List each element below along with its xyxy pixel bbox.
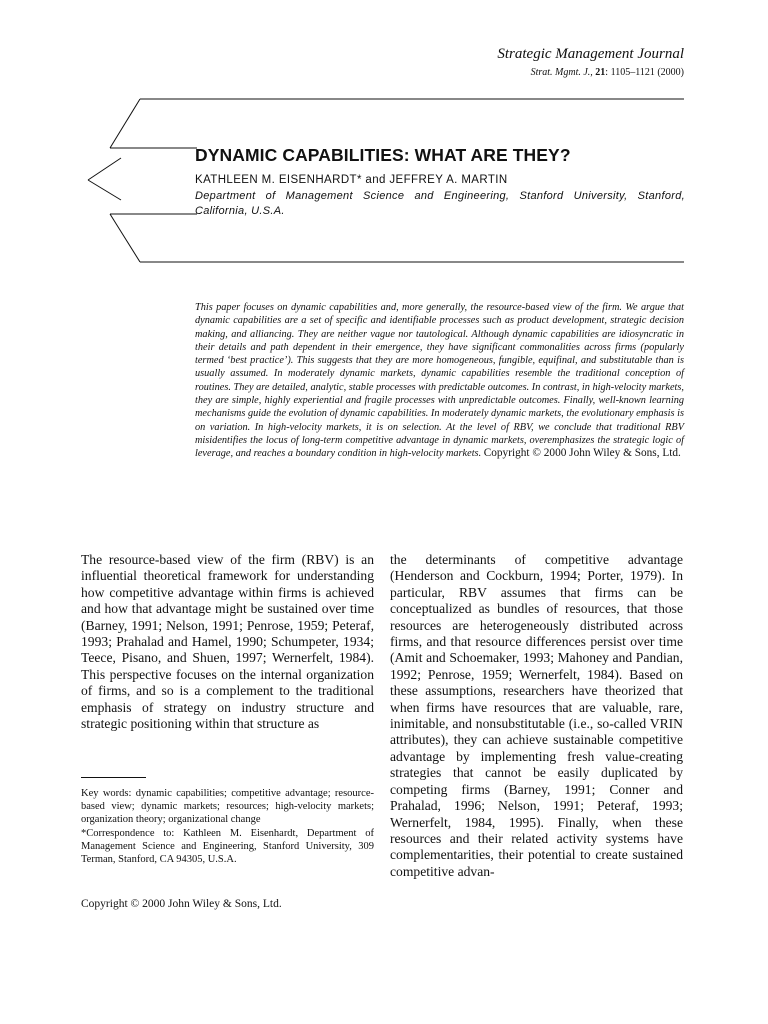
journal-name: Strategic Management Journal	[497, 46, 684, 62]
page-copyright: Copyright © 2000 John Wiley & Sons, Ltd.	[81, 898, 282, 910]
author-affiliation: Department of Management Science and Engineering, Stanford University, Stanford, California, U.S.A.	[195, 190, 685, 217]
abstract-copyright: Copyright © 2000 John Wiley & Sons, Ltd.	[483, 447, 681, 460]
body-right-column: the determinants of competitive advantage (Henderson and Cockburn, 1994; Porter, 1979). In particular, RBV assumes that firms can be conceptualized as bundles of resources, that those resources are heterogeneously distributed across firms, and that resource differences persist over time (Amit and Schoemaker, 1993; Mahoney and Pandian, 1992; Penrose, 1959; Wernerfelt, 1984). Based on these assumptions, researchers have theorized that when firms have resources that are valuable, rare, inimitable, and nonsubstitutable (i.e., so-called VRIN attributes), they can achieve sustainable competitive advantage by implementing fresh value-creating strategies that cannot be easily duplicated by competing firms (Barney, 1991; Conner and Prahalad, 1996; Nelson, 1991; Peteraf, 1993; Wernerfelt, 1984, 1995). Finally, when these resources and their related activity systems have complementarities, their potential to create sustained competitive advan-	[390, 552, 683, 879]
abstract	[195, 301, 684, 461]
abstract-text: This paper focuses on dynamic capabilities and, more generally, the resource-based view of the firm. We argue that dynamic capabilities are a set of specific and identifiable processes such as product development, strategic decision making, and alliancing. They are neither vague nor tautological. Although dynamic capabilities are idiosyncratic in their details and path dependent in their emergence, they have significant commonalities across firms (popularly termed ‘best practice’). This suggests that they are more homogeneous, fungible, equifinal, and substitutable than is usually assumed. In moderately dynamic markets, dynamic capabilities resemble the traditional conception of routines. They are detailed, analytic, stable processes with predictable outcomes. In contrast, in high-velocity markets, they are simple, highly experiential and fragile processes with unpredictable outcomes. Finally, well-known learning mechanisms guide the evolution of dynamic capabilities. In moderately dynamic markets, the evolutionary emphasis is on variation. In high-velocity markets, it is on selection. At the level of RBV, we conclude that traditional RBV misidentifies the locus of long-term competitive advantage in dynamic markets, overemphasizes the strategic logic of leverage, and reaches a boundary condition in high-velocity markets.	[195, 302, 684, 460]
footnotes	[81, 787, 374, 866]
title-block	[195, 145, 685, 219]
journal-abbrev: Strat. Mgmt. J.,	[530, 67, 593, 78]
journal-volume: 21	[595, 67, 606, 78]
body-left-column: The resource-based view of the firm (RBV) is an influential theoretical framework for understanding how competitive advantage within firms is achieved and how that advantage might be sustained over time (Barney, 1991; Nelson, 1991; Penrose, 1959; Peteraf, 1993; Prahalad and Hamel, 1990; Schumpeter, 1934; Teece, Pisano, and Shuen, 1997; Wernerfelt, 1984). This perspective focuses on the internal organization of firms, and so is a complement to the traditional emphasis of strategy on industry structure and strategic positioning within that structure as	[81, 552, 374, 732]
paper-authors: KATHLEEN M. EISENHARDT* and JEFFREY A. MARTIN	[195, 174, 508, 186]
footnote-rule	[81, 777, 146, 778]
paper-title: DYNAMIC CAPABILITIES: WHAT ARE THEY?	[195, 145, 571, 165]
correspondence-footnote: *Correspondence to: Kathleen M. Eisenhardt, Department of Management Science and Engineering, Stanford University, 309 Terman, Stanford, CA 94305, U.S.A.	[81, 827, 374, 866]
journal-pages-year: : 1105–1121 (2000)	[605, 67, 684, 78]
keywords-footnote: Key words: dynamic capabilities; competitive advantage; resource-based view; dynamic markets; resources; high-velocity markets; organization theory; organizational change	[81, 788, 374, 826]
